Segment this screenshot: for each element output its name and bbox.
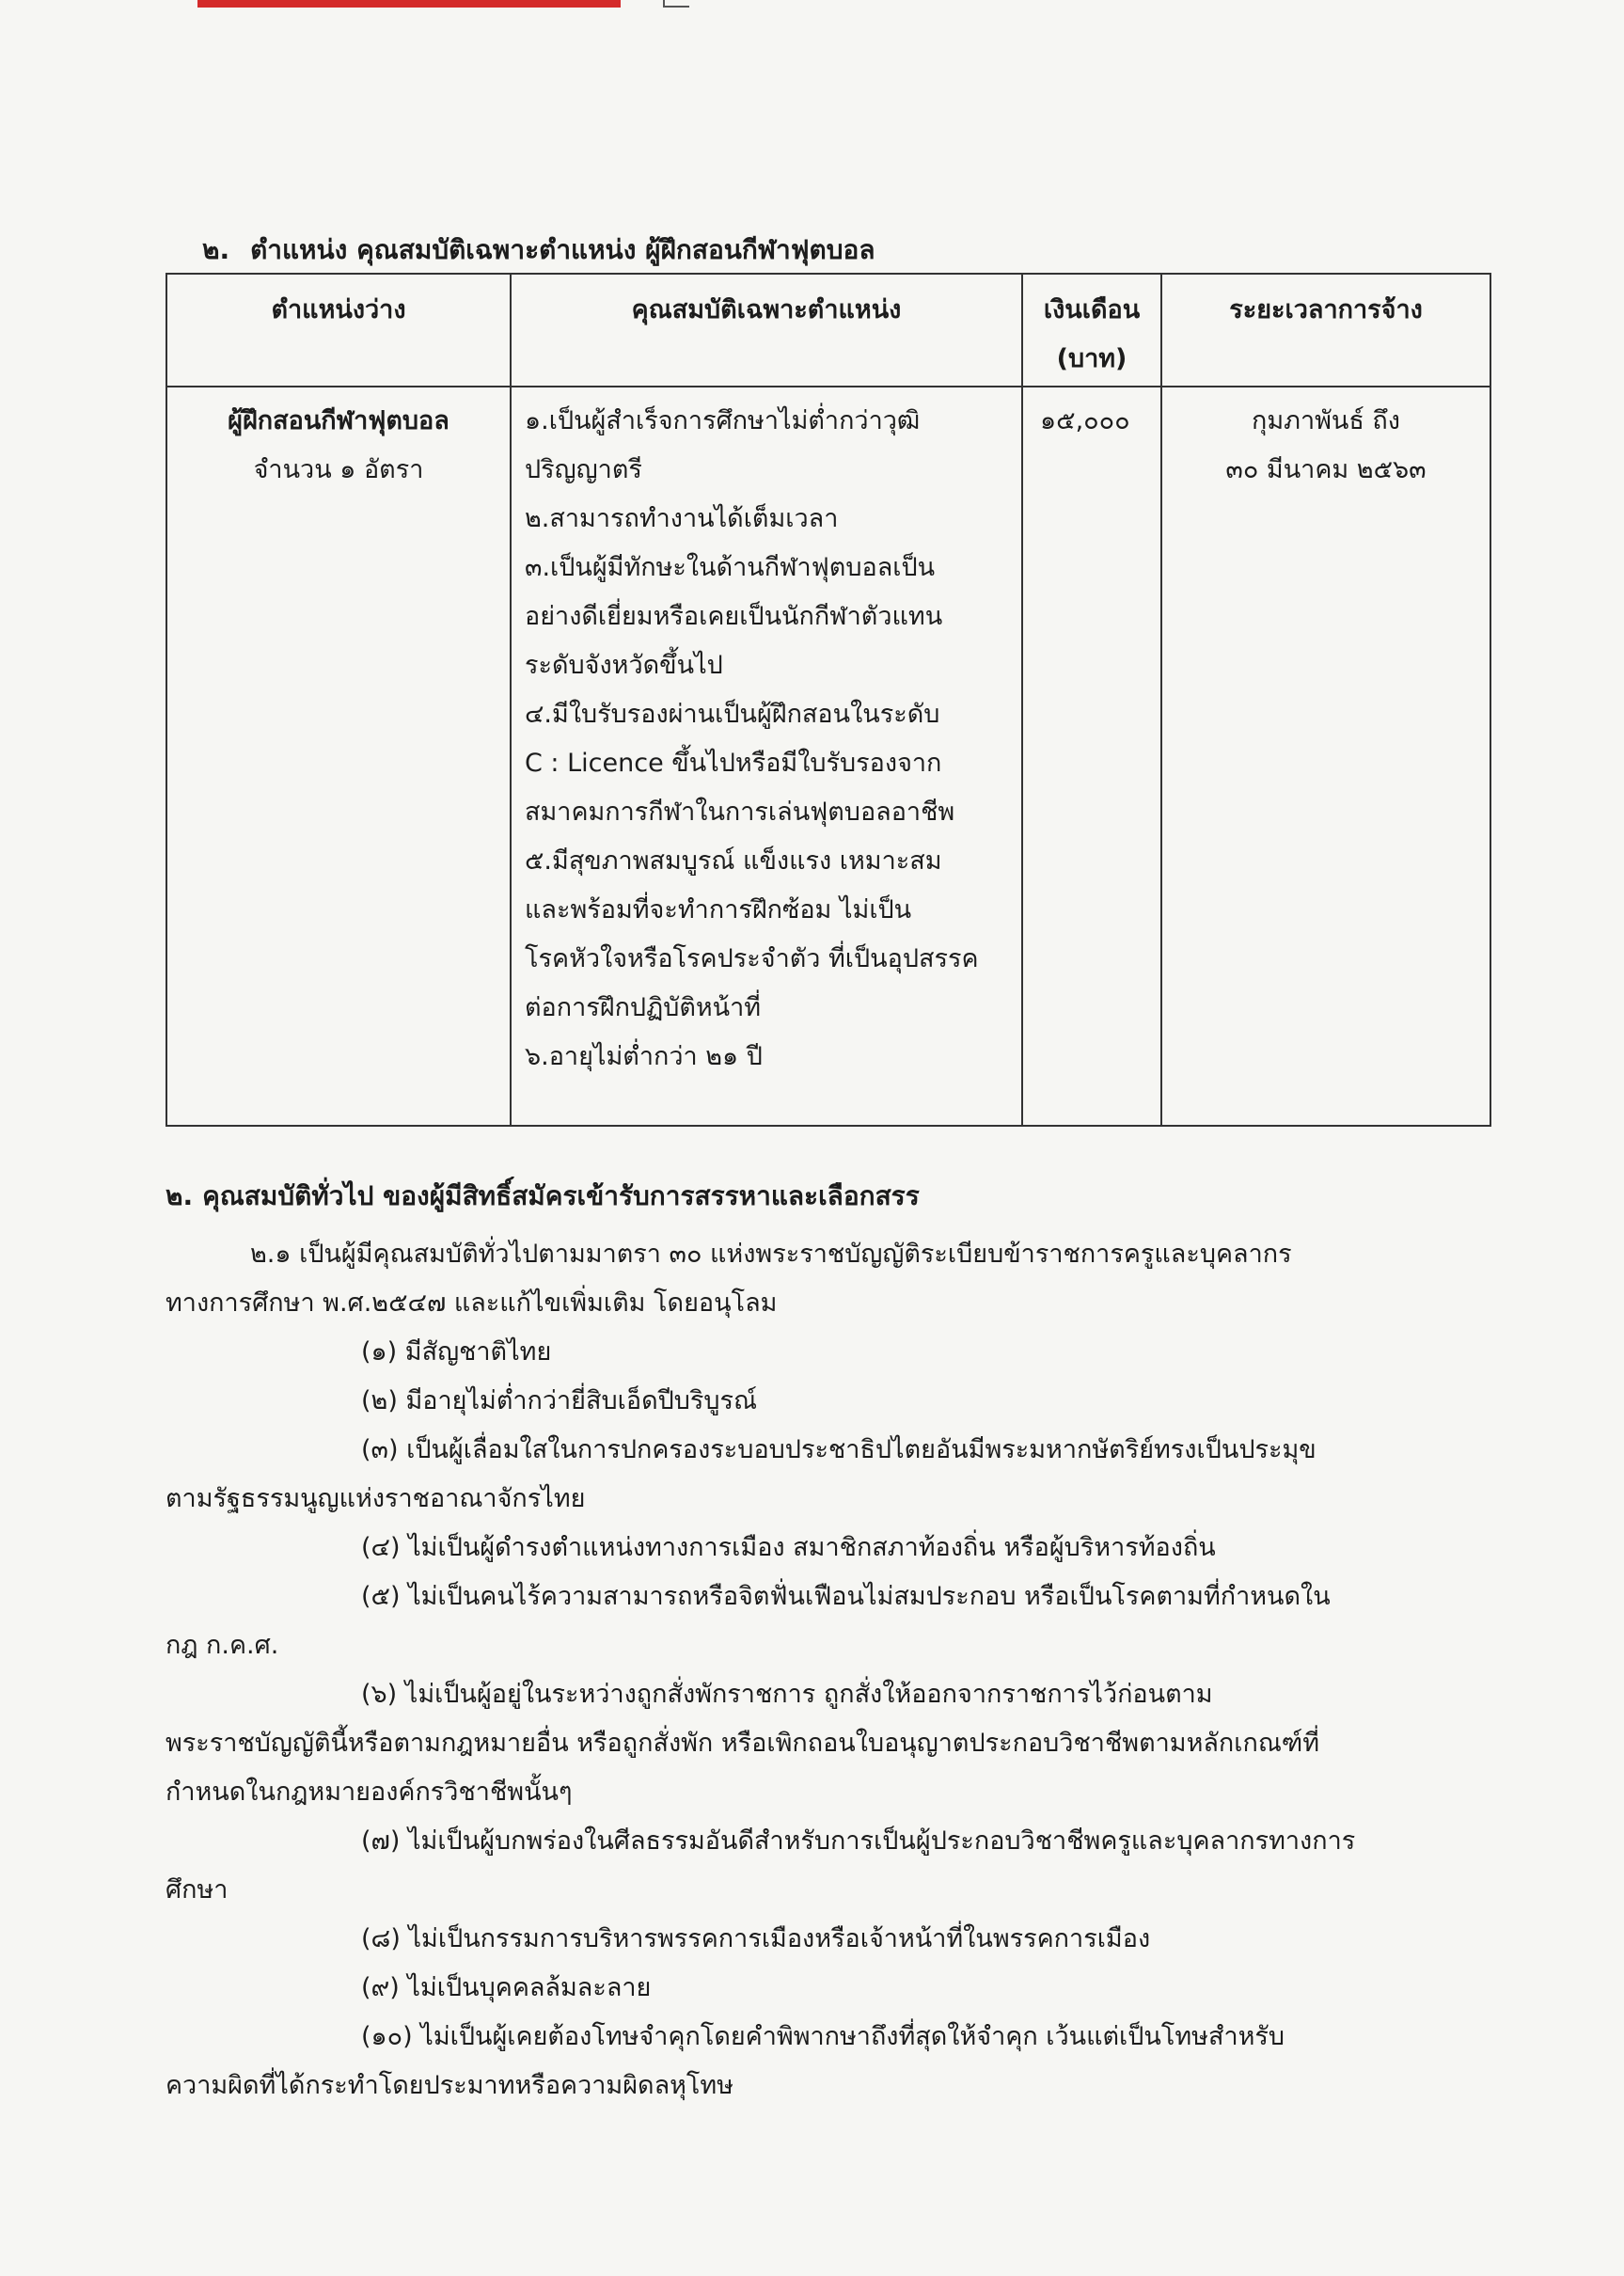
table-header-row	[166, 274, 1490, 387]
qualification-line: ๑.เป็นผู้สำเร็จการศึกษาไม่ต่ำกว่าวุฒิ	[525, 406, 921, 435]
qualifications-cell	[511, 387, 1022, 1126]
section-b-title: คุณสมบัติทั่วไป ของผู้มีสิทธิ์สมัครเข้ารับการสรรหาและเลือกสรร	[202, 1180, 920, 1211]
header-period: ระยะเวลาการจ้าง	[1161, 274, 1490, 387]
period-cell	[1161, 387, 1490, 1126]
header-salary	[1022, 274, 1161, 387]
list-item: (๙) ไม่เป็นบุคคลล้มละลาย	[361, 1973, 652, 2002]
header-position: ตำแหน่งว่าง	[166, 274, 511, 387]
qualification-line: C : Licence ขึ้นไปหรือมีใบรับรองจาก	[525, 749, 942, 778]
position-title: ผู้ฝึกสอนกีฬาฟุตบอล	[228, 406, 449, 435]
list-item: (๒) มีอายุไม่ต่ำกว่ายี่สิบเอ็ดปีบริบูรณ์	[361, 1386, 758, 1415]
position-count: จำนวน ๑ อัตรา	[253, 455, 424, 484]
list-item-continuation: ความผิดที่ได้กระทำโดยประมาทหรือความผิดลหุโทษ	[166, 2071, 734, 2100]
list-item: (๓) เป็นผู้เลื่อมใสในการปกครองระบอบประชาธิปไตยอันมีพระมหากษัตริย์ทรงเป็นประมุข	[361, 1435, 1317, 1464]
section-b-number: ๒.	[166, 1180, 194, 1211]
qualification-line: โรคหัวใจหรือโรคประจำตัว ที่เป็นอุปสรรค	[525, 944, 979, 973]
general-qualifications-body	[166, 1230, 1416, 2110]
period-line: กุมภาพันธ์ ถึง	[1252, 406, 1400, 435]
header-salary-line2: (บาท)	[1056, 344, 1127, 373]
section-a-heading	[202, 229, 875, 271]
list-item: (๘) ไม่เป็นกรรมการบริหารพรรคการเมืองหรือเจ้าหน้าที่ในพรรคการเมือง	[361, 1924, 1151, 1953]
qualification-table	[166, 273, 1491, 1127]
qualification-line: ต่อการฝึกปฏิบัติหน้าที่	[525, 993, 762, 1022]
list-item: (๗) ไม่เป็นผู้บกพร่องในศีลธรรมอันดีสำหรับการเป็นผู้ประกอบวิชาชีพครูและบุคลากรทางการ	[361, 1826, 1356, 1856]
list-item-continuation: กฎ ก.ค.ศ.	[166, 1631, 279, 1660]
list-item: (๖) ไม่เป็นผู้อยู่ในระหว่างถูกสั่งพักราชการ ถูกสั่งให้ออกจากราชการไว้ก่อนตาม	[361, 1680, 1213, 1709]
qualification-line: อย่างดีเยี่ยมหรือเคยเป็นนักกีฬาตัวแทน	[525, 602, 943, 631]
qualification-line: และพร้อมที่จะทำการฝึกซ้อม ไม่เป็น	[525, 895, 912, 925]
section-a-title: ตำแหน่ง คุณสมบัติเฉพาะตำแหน่ง ผู้ฝึกสอนกีฬาฟุตบอล	[250, 234, 875, 265]
position-cell	[166, 387, 511, 1126]
table-row	[166, 387, 1490, 1126]
top-corner-mark	[663, 0, 689, 8]
list-item: (๑) มีสัญชาติไทย	[361, 1337, 552, 1367]
header-qualifications: คุณสมบัติเฉพาะตำแหน่ง	[511, 274, 1022, 387]
qualification-line: ๕.มีสุขภาพสมบูรณ์ แข็งแรง เหมาะสม	[525, 846, 942, 876]
list-item-continuation: พระราชบัญญัตินี้หรือตามกฎหมายอื่น หรือถูกสั่งพัก หรือเพิกถอนใบอนุญาตประกอบวิชาชีพตามหลักเกณฑ์ที่	[166, 1729, 1320, 1758]
list-item: (๑๐) ไม่เป็นผู้เคยต้องโทษจำคุกโดยคำพิพากษาถึงที่สุดให้จำคุก เว้นแต่เป็นโทษสำหรับ	[361, 2022, 1285, 2051]
intro-line: ทางการศึกษา พ.ศ.๒๕๔๗ และแก้ไขเพิ่มเติม โดยอนุโลม	[166, 1288, 778, 1318]
intro-line: ๒.๑ เป็นผู้มีคุณสมบัติทั่วไปตามมาตรา ๓๐ แห่งพระราชบัญญัติระเบียบข้าราชการครูและบุคลากร	[250, 1240, 1292, 1269]
qualification-line: ปริญญาตรี	[525, 455, 642, 484]
period-line: ๓๐ มีนาคม ๒๕๖๓	[1225, 455, 1427, 484]
qualification-line: สมาคมการกีฬาในการเล่นฟุตบอลอาชีพ	[525, 798, 955, 827]
list-item-continuation: กำหนดในกฎหมายองค์กรวิชาชีพนั้นๆ	[166, 1778, 573, 1807]
qualification-line: ๓.เป็นผู้มีทักษะในด้านกีฬาฟุตบอลเป็น	[525, 553, 936, 582]
salary-value: ๑๕,๐๐๐	[1040, 406, 1130, 435]
section-b-heading	[166, 1176, 920, 1217]
qualification-line: ระดับจังหวัดขึ้นไป	[525, 651, 723, 680]
red-header-strip	[197, 0, 621, 8]
header-salary-line1: เงินเดือน	[1043, 295, 1141, 324]
list-item: (๔) ไม่เป็นผู้ดำรงตำแหน่งทางการเมือง สมาชิกสภาท้องถิ่น หรือผู้บริหารท้องถิ่น	[361, 1533, 1216, 1562]
qualification-line: ๔.มีใบรับรองผ่านเป็นผู้ฝึกสอนในระดับ	[525, 700, 940, 729]
list-item-continuation: ตามรัฐธรรมนูญแห่งราชอาณาจักรไทย	[166, 1484, 586, 1513]
list-item-continuation: ศึกษา	[166, 1875, 229, 1905]
section-a-number: ๒.	[202, 234, 230, 265]
qualification-line: ๖.อายุไม่ต่ำกว่า ๒๑ ปี	[525, 1042, 763, 1071]
qualification-line: ๒.สามารถทำงานได้เต็มเวลา	[525, 504, 839, 533]
list-item: (๕) ไม่เป็นคนไร้ความสามารถหรือจิตฟั่นเฟือนไม่สมประกอบ หรือเป็นโรคตามที่กำหนดใน	[361, 1582, 1331, 1611]
salary-cell	[1022, 387, 1161, 1126]
